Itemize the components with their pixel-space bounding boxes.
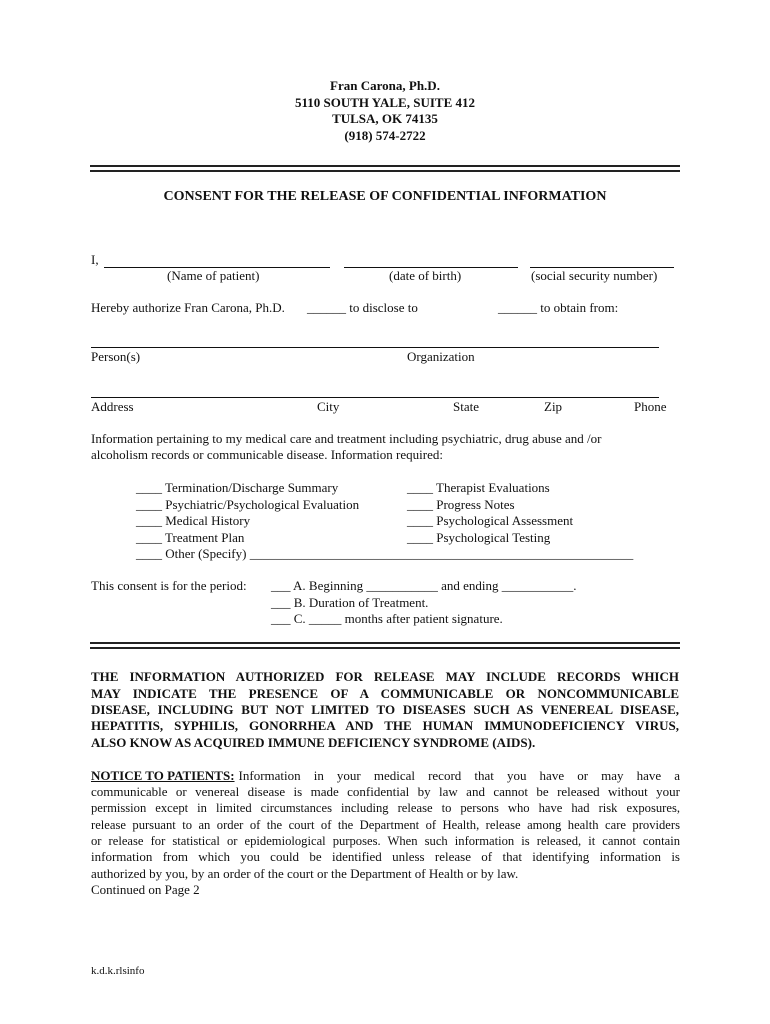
phone-label: Phone [634, 399, 667, 414]
period-option-b[interactable]: ___ B. Duration of Treatment. [271, 595, 429, 610]
info-intro-line1: Information pertaining to my medical care and treatment including psychiatric, drug abuse and /or [91, 431, 602, 446]
section-divider-top [90, 642, 680, 644]
patient-name-label: (Name of patient) [167, 268, 260, 283]
warning-line: DISEASE, INCLUDING BUT NOT LIMITED TO DISEASES SUCH AS VENEREAL DISEASE, [91, 702, 679, 717]
practitioner-phone: (918) 574-2722 [344, 128, 426, 143]
notice-heading: NOTICE TO PATIENTS: [91, 768, 235, 783]
checklist-item[interactable]: ____ Psychiatric/Psychological Evaluation [136, 497, 360, 512]
practitioner-city: TULSA, OK 74135 [332, 111, 438, 126]
patient-prefix: I, [91, 252, 99, 267]
state-label: State [453, 399, 479, 414]
notice-line: release pursuant to an order of the court of the Department of Health, release among health care providers [91, 818, 680, 832]
obtain-option[interactable]: ______ to obtain from: [498, 300, 619, 315]
checklist-item[interactable]: ____ Psychological Testing [407, 530, 551, 545]
checklist-item[interactable]: ____ Therapist Evaluations [407, 480, 550, 495]
checklist-item[interactable]: ____ Psychological Assessment [407, 513, 574, 528]
warning-line: THE INFORMATION AUTHORIZED FOR RELEASE MAY INCLUDE RECORDS WHICH [91, 669, 679, 684]
section-divider-bottom [90, 647, 680, 649]
zip-label: Zip [544, 399, 563, 414]
checklist-item[interactable]: ____ Termination/Discharge Summary [136, 480, 339, 495]
header-divider-bottom [90, 170, 680, 172]
persons-label: Person(s) [91, 349, 141, 364]
notice-line: authorized by you, by an order of the court or the Department of Health or by law. [91, 866, 519, 881]
notice-line: Information in your medical record that you have or may have a [238, 768, 680, 783]
ssn-label: (social security number) [531, 268, 658, 283]
practitioner-name: Fran Carona, Ph.D. [330, 78, 440, 93]
organization-label: Organization [407, 349, 475, 364]
warning-line: HEPATITIS, SYPHILIS, GONORRHEA AND THE HUMAN IMMUNODEFICIENCY VIRUS, [91, 718, 679, 733]
checklist-item[interactable]: ____ Medical History [136, 513, 251, 528]
dob-label: (date of birth) [389, 268, 462, 283]
continued-note: Continued on Page 2 [91, 882, 200, 897]
info-intro-line2: alcoholism records or communicable disease. Information required: [91, 447, 443, 462]
period-option-c[interactable]: ___ C. _____ months after patient signature. [271, 611, 503, 626]
notice-line: information from which you could be identified unless release of that identifying information is [91, 849, 680, 864]
checklist-item[interactable]: ____ Progress Notes [407, 497, 515, 512]
form-title: CONSENT FOR THE RELEASE OF CONFIDENTIAL INFORMATION [163, 189, 607, 204]
notice-line: or release for statistical or epidemiological purposes. When such information is released, it cannot contain [91, 834, 680, 848]
address-field[interactable] [91, 397, 659, 398]
disclose-option[interactable]: ______ to disclose to [307, 300, 418, 315]
address-label: Address [91, 399, 134, 414]
period-option-a[interactable]: ___ A. Beginning ___________ and ending ___________. [271, 578, 577, 593]
checklist-item-other[interactable]: ____ Other (Specify) ___________________________________________________________ [136, 546, 634, 561]
notice-first-line [91, 768, 680, 784]
authorize-text: Hereby authorize Fran Carona, Ph.D. [91, 300, 285, 315]
warning-line: ALSO KNOW AS ACQUIRED IMMUNE DEFICIENCY SYNDROME (AIDS). [91, 735, 536, 750]
warning-line: MAY INDICATE THE PRESENCE OF A COMMUNICABLE OR NONCOMMUNICABLE [91, 686, 679, 701]
notice-line: communicable or venereal disease is made confidential by law and cannot be released without your [91, 784, 680, 799]
recipient-field[interactable] [91, 347, 659, 348]
city-label: City [317, 399, 340, 414]
header-divider-top [90, 165, 680, 167]
checklist-item[interactable]: ____ Treatment Plan [136, 530, 245, 545]
practitioner-street: 5110 SOUTH YALE, SUITE 412 [294, 95, 475, 110]
footer-code: k.d.k.rlsinfo [91, 965, 145, 977]
period-label: This consent is for the period: [91, 578, 247, 593]
notice-line: permission except in limited circumstances including release to persons who have had risk exposures, [91, 801, 680, 815]
